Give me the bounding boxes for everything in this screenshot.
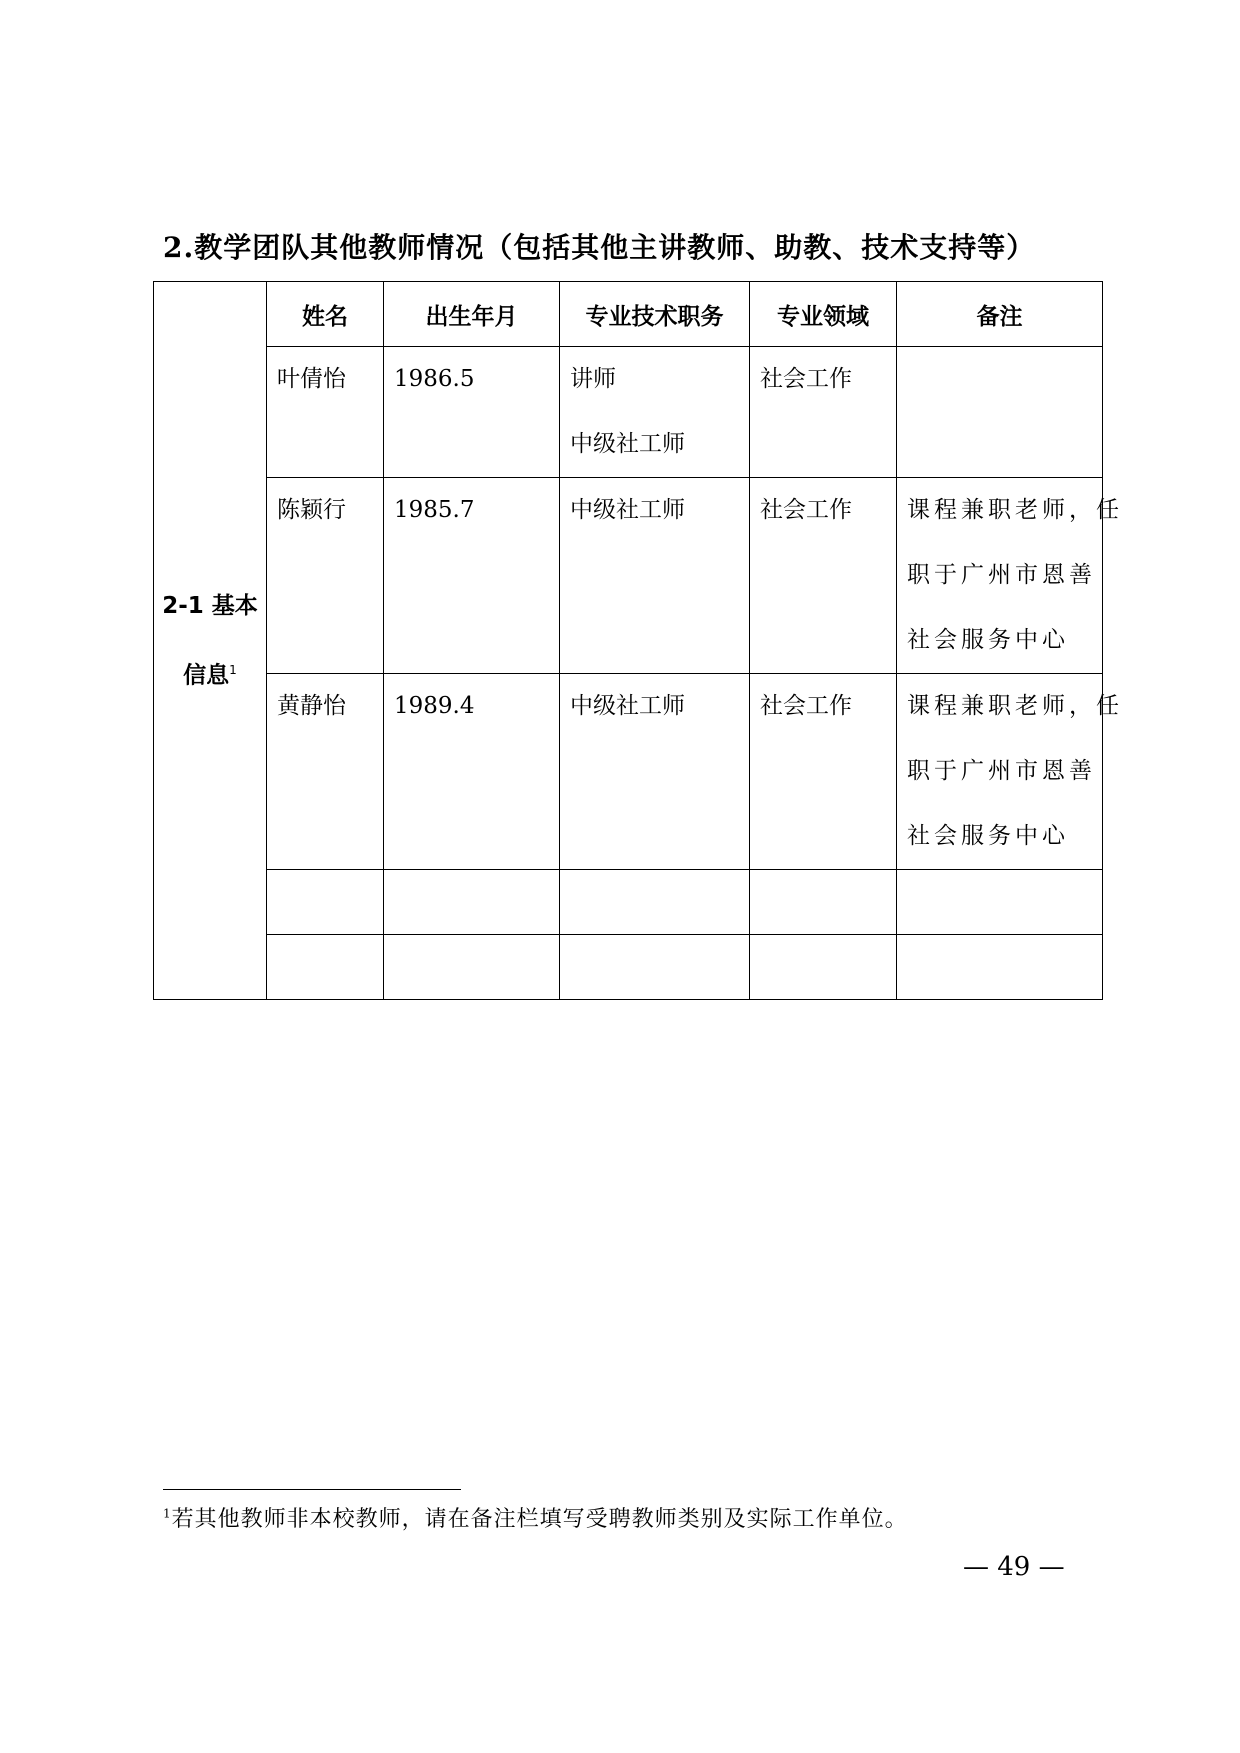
cell-note <box>897 674 1123 870</box>
cell-note <box>897 478 1123 674</box>
header-birth: 出生年月 <box>384 282 560 347</box>
cell-title <box>560 674 750 870</box>
note-line: 职于广州市恩善 <box>907 758 1096 784</box>
cell-empty <box>750 870 897 935</box>
note-line: 职于广州市恩善 <box>907 562 1096 588</box>
birth-text: 1989.4 <box>394 693 475 719</box>
cell-empty <box>897 870 1103 935</box>
title-line: 讲师 <box>570 366 616 392</box>
section-heading: 2.教学团队其他教师情况（包括其他主讲教师、助教、技术支持等） <box>163 231 1036 264</box>
teacher-info-table <box>153 281 1123 1000</box>
cell-name <box>267 347 384 478</box>
header-note: 备注 <box>897 282 1103 347</box>
name-text: 叶倩怡 <box>277 366 346 392</box>
cell-field <box>750 674 897 870</box>
title-line: 中级社工师 <box>570 431 685 457</box>
footnote-mark: 1 <box>163 1506 172 1521</box>
header-field: 专业领域 <box>750 282 897 347</box>
cell-empty <box>560 935 750 1000</box>
table-row <box>154 674 1103 870</box>
field-text: 社会工作 <box>760 366 852 392</box>
cell-birth <box>384 478 560 674</box>
header-name: 姓名 <box>267 282 384 347</box>
cell-field <box>750 347 897 478</box>
cell-empty <box>560 870 750 935</box>
table-row-empty <box>154 935 1103 1000</box>
group-label-cell <box>154 282 267 1000</box>
field-text: 社会工作 <box>760 497 852 523</box>
cell-empty <box>750 935 897 1000</box>
note-line: 社会服务中心 <box>907 823 1069 849</box>
cell-empty <box>267 870 384 935</box>
table-header-row <box>154 282 1103 347</box>
group-label-footnote-mark: 1 <box>229 662 237 677</box>
note-line: 课程兼职老师，任 <box>907 693 1123 719</box>
cell-note <box>897 347 1103 478</box>
header-title: 专业技术职务 <box>560 282 750 347</box>
note-line: 社会服务中心 <box>907 627 1069 653</box>
table-row-empty <box>154 870 1103 935</box>
cell-empty <box>384 935 560 1000</box>
field-text: 社会工作 <box>760 693 852 719</box>
footnote-divider <box>163 1489 461 1490</box>
footnote-text: 若其他教师非本校教师，请在备注栏填写受聘教师类别及实际工作单位。 <box>171 1507 908 1532</box>
birth-text: 1985.7 <box>394 497 475 523</box>
cell-empty <box>267 935 384 1000</box>
cell-birth <box>384 674 560 870</box>
birth-text: 1986.5 <box>394 366 475 392</box>
cell-empty <box>897 935 1103 1000</box>
table-row <box>154 478 1103 674</box>
cell-field <box>750 478 897 674</box>
group-label-line2 <box>154 638 266 708</box>
title-line: 中级社工师 <box>570 693 685 719</box>
name-text: 陈颖行 <box>277 497 346 523</box>
footnote <box>163 1502 908 1533</box>
cell-name <box>267 478 384 674</box>
title-line: 中级社工师 <box>570 497 685 523</box>
group-label-line2-text: 信息 <box>183 662 230 689</box>
table-row <box>154 347 1103 478</box>
note-line: 课程兼职老师，任 <box>907 497 1123 523</box>
cell-title <box>560 347 750 478</box>
page-number: — 49 — <box>963 1552 1065 1582</box>
cell-title <box>560 478 750 674</box>
name-text: 黄静怡 <box>277 693 346 719</box>
group-label-line1: 2-1 基本 <box>162 592 258 619</box>
cell-empty <box>384 870 560 935</box>
cell-birth <box>384 347 560 478</box>
cell-name <box>267 674 384 870</box>
